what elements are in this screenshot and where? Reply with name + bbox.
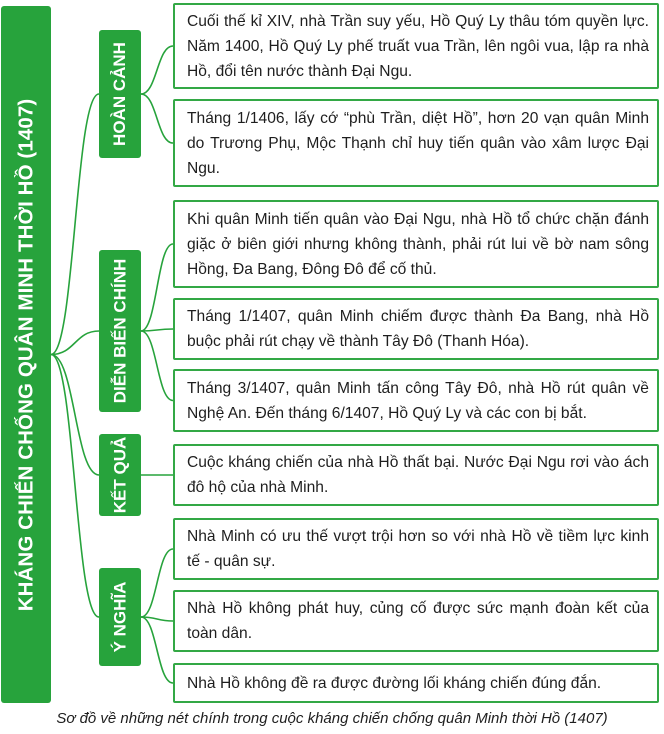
y-nghia-item-2	[173, 590, 659, 652]
category-label: DIỄN BIẾN CHÍNH	[110, 258, 130, 404]
item-text: Khi quân Minh tiến quân vào Đại Ngu, nhà Hồ tổ chức chặn đánh giặc ở biên giới nhưng không thành, phải rút lui về bờ nam sông Hồng, Đa Bang, Đông Đô để cố thủ.	[187, 210, 649, 278]
hoan-canh-item-1	[173, 3, 659, 89]
dien-bien-item-2	[173, 298, 659, 360]
dien-bien-item-1	[173, 200, 659, 288]
connector-category-to-item	[141, 244, 173, 331]
item-text: Tháng 1/1407, quân Minh chiếm được thành Đa Bang, nhà Hồ buộc phải rút chạy về thành Tây Đô (Thanh Hóa).	[187, 308, 649, 350]
connector-title-to-category	[51, 355, 99, 476]
item-text: Tháng 3/1407, quân Minh tấn công Tây Đô, nhà Hồ rút quân về Nghệ An. Đến tháng 6/1407, Hồ Quý Ly và các con bị bắt.	[187, 379, 649, 422]
connector-category-to-item	[141, 46, 173, 94]
connector-category-to-item	[141, 331, 173, 401]
category-y-nghia	[99, 568, 141, 666]
category-label: KẾT QUẢ	[110, 436, 129, 514]
connector-title-to-category	[51, 355, 99, 618]
item-text: Cuối thế kỉ XIV, nhà Trần suy yếu, Hồ Quý Ly thâu tóm quyền lực. Năm 1400, Hồ Quý Ly phế truất vua Trần, lên ngôi vua, lập ra nhà Hồ, đổi tên nước thành Đại Ngu.	[187, 12, 649, 80]
connector-category-to-item	[141, 549, 173, 617]
connector-title-to-category	[51, 94, 99, 355]
item-text: Nhà Hồ không đề ra được đường lối kháng chiến đúng đắn.	[187, 674, 602, 692]
item-text: Tháng 1/1406, lấy cớ “phù Trần, diệt Hồ”, hơn 20 vạn quân Minh do Trương Phụ, Mộc Thạnh chỉ huy tiến quân vào xâm lược Đại Ngu.	[187, 109, 649, 177]
dien-bien-item-3	[173, 369, 659, 432]
diagram-title-text: KHÁNG CHIẾN CHỐNG QUÂN MINH THỜI HỒ (1407)	[14, 98, 38, 611]
category-dien-bien-chinh	[99, 250, 141, 412]
figure-caption: Sơ đồ về những nét chính trong cuộc kháng chiến chống quân Minh thời Hồ (1407)	[56, 710, 608, 727]
ket-qua-item-1	[173, 444, 659, 506]
y-nghia-item-3	[173, 663, 659, 703]
connector-category-to-item	[141, 617, 173, 683]
item-text: Cuộc kháng chiến của nhà Hồ thất bại. Nước Đại Ngu rơi vào ách đô hộ của nhà Minh.	[187, 454, 649, 496]
connector-category-to-item	[141, 94, 173, 143]
category-ket-qua	[99, 434, 141, 516]
category-hoan-canh	[99, 30, 141, 158]
hoan-canh-item-2	[173, 99, 659, 187]
connector-title-to-category	[51, 331, 99, 355]
category-label: Ý NGHĨA	[110, 581, 129, 653]
connector-category-to-item	[141, 329, 173, 331]
category-label: HOÀN CẢNH	[110, 42, 130, 146]
diagram-title	[1, 6, 51, 703]
item-text: Nhà Minh có ưu thế vượt trội hơn so với nhà Hồ về tiềm lực kinh tế - quân sự.	[187, 528, 649, 570]
y-nghia-item-1	[173, 518, 659, 580]
item-text: Nhà Hồ không phát huy, củng cố được sức mạnh đoàn kết của toàn dân.	[187, 600, 649, 642]
